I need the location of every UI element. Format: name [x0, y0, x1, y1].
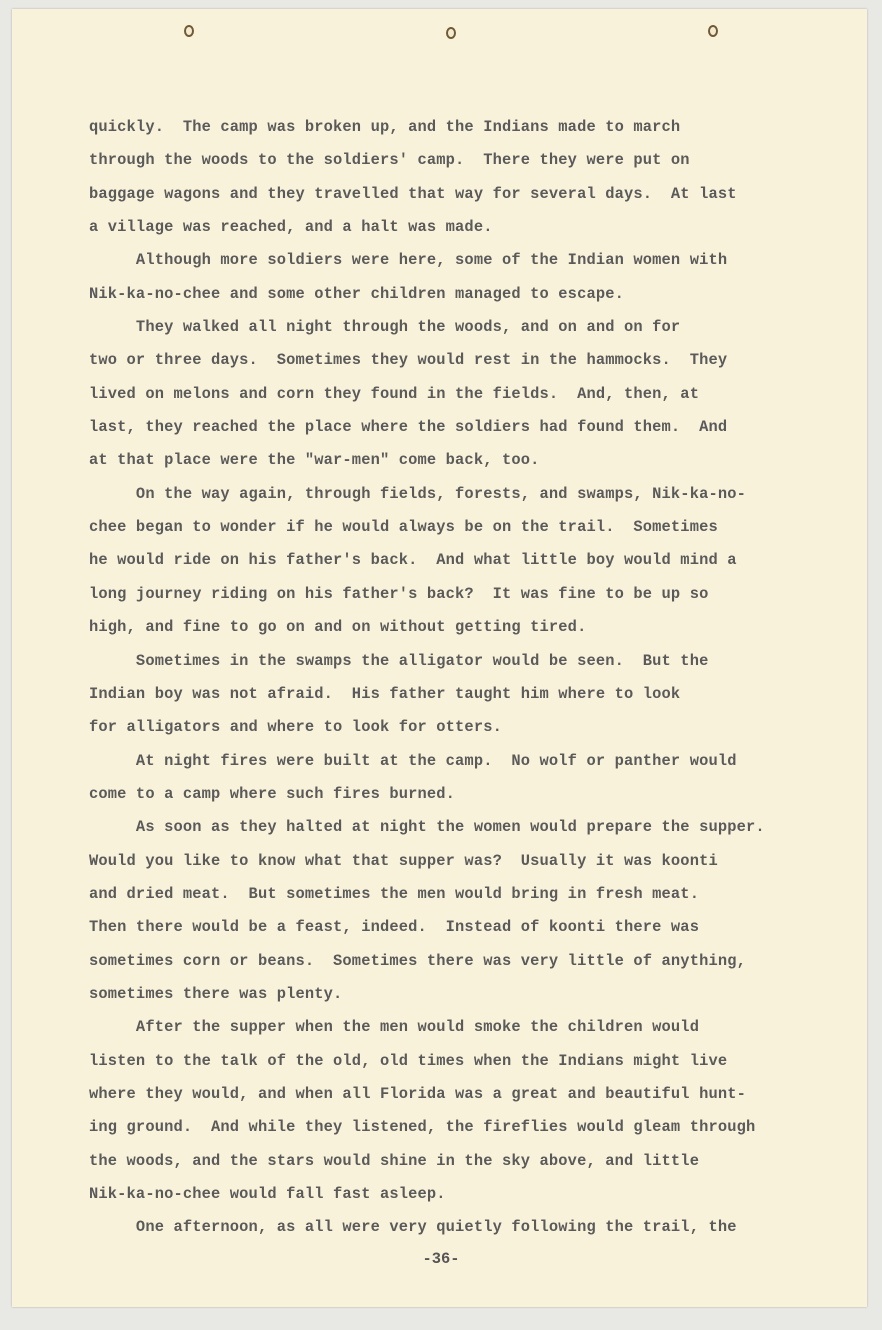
text-line: Would you like to know what that supper was? Usually it was koonti [89, 851, 718, 870]
text-line: through the woods to the soldiers' camp. There they were put on [89, 151, 690, 170]
text-line: two or three days. Sometimes they would rest in the hammocks. They [89, 351, 728, 370]
text-line: At night fires were built at the camp. No wolf or panther would [89, 751, 737, 770]
binding-hole [446, 27, 456, 39]
text-line: chee began to wonder if he would always be on the trail. Sometimes [89, 518, 718, 537]
text-line: Nik-ka-no-chee would fall fast asleep. [89, 1185, 446, 1203]
binding-hole [184, 25, 194, 37]
text-line: for alligators and where to look for otters. [89, 718, 502, 737]
text-line: high, and fine to go on and on without getting tired. [89, 618, 587, 637]
text-line: a village was reached, and a halt was made. [89, 218, 493, 237]
text-line: baggage wagons and they travelled that way for several days. At last [89, 184, 737, 203]
text-line: Nik-ka-no-chee and some other children managed to escape. [89, 284, 624, 303]
text-line: Although more soldiers were here, some of the Indian women with [89, 251, 728, 270]
text-line: One afternoon, as all were very quietly following the trail, the [89, 1218, 737, 1237]
text-line: the woods, and the stars would shine in the sky above, and little [89, 1151, 700, 1170]
text-line: listen to the talk of the old, old times when the Indians might live [89, 1051, 728, 1070]
page-number: -36- [422, 1250, 460, 1268]
binding-hole [708, 25, 718, 37]
text-line: where they would, and when all Florida was a great and beautiful hunt- [89, 1084, 747, 1103]
text-line: Then there would be a feast, indeed. Instead of koonti there was [89, 918, 700, 937]
text-line: long journey riding on his father's back? It was fine to be up so [89, 584, 709, 603]
text-line: As soon as they halted at night the women would prepare the supper. [89, 818, 765, 837]
text-line: and dried meat. But sometimes the men would bring in fresh meat. [89, 884, 700, 903]
text-line: sometimes there was plenty. [89, 984, 343, 1003]
text-line: quickly. The camp was broken up, and the Indians made to march [89, 118, 681, 136]
text-line: Indian boy was not afraid. His father taught him where to look [89, 684, 681, 703]
text-line: ing ground. And while they listened, the fireflies would gleam through [89, 1118, 756, 1137]
text-line: lived on melons and corn they found in the fields. And, then, at [89, 384, 700, 403]
text-line: last, they reached the place where the soldiers had found them. And [89, 418, 728, 437]
text-line: come to a camp where such fires burned. [89, 784, 456, 803]
text-line: at that place were the "war-men" come back, too. [89, 451, 540, 470]
text-line: After the supper when the men would smoke the children would [89, 1018, 700, 1037]
text-line: They walked all night through the woods, and on and on for [89, 318, 681, 337]
text-line: On the way again, through fields, forests, and swamps, Nik-ka-no- [89, 484, 747, 503]
text-line: he would ride on his father's back. And what little boy would mind a [89, 551, 737, 570]
text-line: Sometimes in the swamps the alligator would be seen. But the [89, 651, 709, 670]
text-line: sometimes corn or beans. Sometimes there was very little of anything, [89, 951, 747, 970]
body-text [89, 113, 829, 1247]
